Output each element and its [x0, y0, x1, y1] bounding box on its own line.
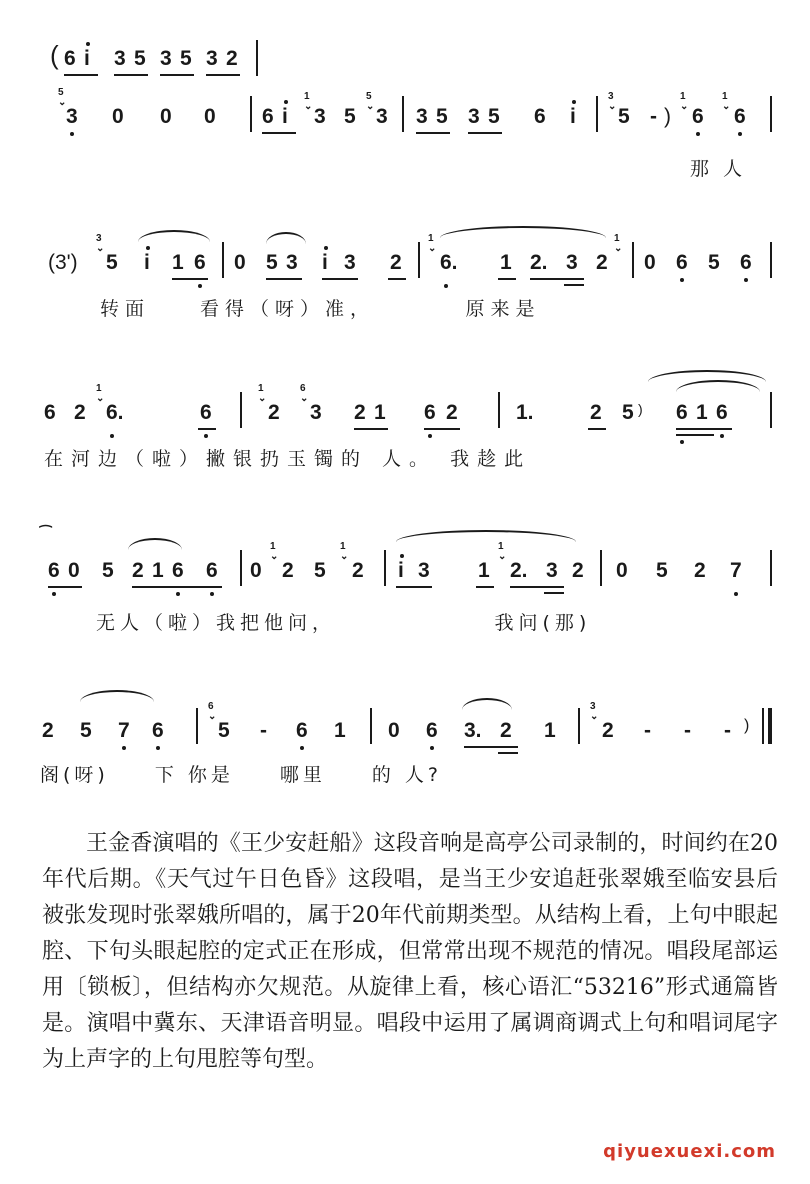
- note: 6: [296, 719, 308, 742]
- underline: [186, 586, 222, 588]
- dot: [122, 746, 126, 750]
- note: 5: [266, 251, 278, 274]
- note: -: [724, 719, 731, 742]
- lyric-line-1: 那人: [690, 158, 757, 180]
- note: 1.: [516, 401, 534, 424]
- grace-note: 1 ⌄: [340, 541, 349, 562]
- note: 0: [204, 105, 216, 128]
- score-line-2: [0, 220, 810, 330]
- note: ): [638, 401, 643, 417]
- note: -: [650, 105, 657, 128]
- note: 2: [42, 719, 54, 742]
- note: 1: [374, 401, 386, 424]
- watermark-text: qiyuexuexi.com: [603, 1141, 776, 1162]
- note: 5: [80, 719, 92, 742]
- note: 6: [676, 401, 688, 424]
- score-line-1: [0, 88, 810, 188]
- underline: [676, 434, 714, 436]
- underline: [416, 132, 450, 134]
- lyric-line-3: 在河边（啦）撇银扔玉镯的 人。 我趁此: [44, 448, 532, 470]
- note: 5: [344, 105, 356, 128]
- note: 3: [314, 105, 326, 128]
- bar-line: [498, 392, 500, 428]
- underline: [388, 278, 406, 280]
- slur: [462, 698, 512, 710]
- bar-line: [256, 40, 258, 76]
- dot: [734, 592, 738, 596]
- note: 2: [596, 251, 608, 274]
- note: 5: [622, 401, 634, 424]
- note: 5: [106, 251, 118, 274]
- underline: [588, 428, 606, 430]
- underline: [464, 746, 518, 748]
- underline: [476, 586, 494, 588]
- bar-line: [240, 392, 242, 428]
- underline: [322, 278, 358, 280]
- underline: [198, 428, 216, 430]
- dot: [444, 284, 448, 288]
- note: 5: [180, 47, 192, 70]
- grace-note: 1 ⌄: [498, 541, 507, 562]
- note: 6: [534, 105, 546, 128]
- note: 0: [234, 251, 246, 274]
- underline: [132, 586, 186, 588]
- note: 1: [152, 559, 164, 582]
- slur: [396, 530, 576, 542]
- grace-note: 1 ⌄: [270, 541, 279, 562]
- note: 2: [572, 559, 584, 582]
- dot: [110, 434, 114, 438]
- grace-note: 1 ⌄: [258, 383, 267, 404]
- bar-line: [240, 550, 242, 586]
- dot: [430, 746, 434, 750]
- note: 0: [616, 559, 628, 582]
- note: 3: [286, 251, 298, 274]
- slur: [80, 690, 154, 702]
- dot: [400, 554, 404, 558]
- note: (: [50, 40, 59, 70]
- grace-note: 1 ⌄: [96, 383, 105, 404]
- score-line-4: [0, 520, 810, 640]
- note: 6: [200, 401, 212, 424]
- grace-note: 1 ⌄: [614, 233, 623, 254]
- note: 3: [418, 559, 430, 582]
- note: 6: [716, 401, 728, 424]
- note: 6: [426, 719, 438, 742]
- underline: [64, 74, 98, 76]
- bar-line: [402, 96, 404, 132]
- underline: [114, 74, 148, 76]
- slur: [138, 230, 210, 242]
- note: 1: [478, 559, 490, 582]
- underline: [172, 278, 208, 280]
- note: 3: [114, 47, 126, 70]
- note: i: [282, 105, 288, 128]
- note: 3: [310, 401, 322, 424]
- commentary-paragraph: 王金香演唱的《王少安赶船》这段音响是高亭公司录制的，时间约在20年代后期。《天气过午日色昏》这段唱，是当王少安追赶张翠娥至临安县后被张发现时张翠娥所唱的，属于20年代前期类型。从结构上看，上句中眼起腔、下句头眼起腔的定式正在形成，但常常出现不规范的情况。唱段尾部运用〔锁板〕，但结构亦欠规范。从旋律上看，核心语汇“53216”形式通篇皆是。演唱中冀东、天津语音明显。唱段中运用了属调商调式上句和唱词尾字为上声字的上句甩腔等句型。: [42, 831, 778, 1072]
- note: 5: [218, 719, 230, 742]
- note: 3: [376, 105, 388, 128]
- note: 6: [676, 251, 688, 274]
- note: ): [744, 717, 750, 734]
- note: 2: [446, 401, 458, 424]
- note: 2: [74, 401, 86, 424]
- dot: [198, 284, 202, 288]
- bar-line: [632, 242, 634, 278]
- underline: [564, 284, 584, 286]
- note: 2: [354, 401, 366, 424]
- note: 2: [268, 401, 280, 424]
- dot: [680, 440, 684, 444]
- bar-line: [250, 96, 252, 132]
- dot: [738, 132, 742, 136]
- note: 2: [694, 559, 706, 582]
- note: 5: [708, 251, 720, 274]
- dot: [86, 42, 90, 46]
- dot: [146, 246, 150, 250]
- note: i: [144, 251, 150, 274]
- note: 3: [160, 47, 172, 70]
- dot: [210, 592, 214, 596]
- note: 5: [436, 105, 448, 128]
- underline: [48, 586, 82, 588]
- dot: [284, 100, 288, 104]
- note: i: [398, 559, 404, 582]
- note: 0: [68, 559, 80, 582]
- note: 6: [44, 401, 56, 424]
- note: 6: [206, 559, 218, 582]
- underline: [544, 592, 564, 594]
- lyric-line-5: 阁(呀) 下 你是 哪里 的 人?: [40, 764, 442, 786]
- grace-note: 1 ⌄: [722, 91, 731, 112]
- underline: [396, 586, 432, 588]
- note: i: [322, 251, 328, 274]
- grace-note: 1 ⌄: [304, 91, 313, 112]
- bar-line: [418, 242, 420, 278]
- note: 3: [416, 105, 428, 128]
- bar-line: [770, 242, 772, 278]
- note: 6: [692, 105, 704, 128]
- note: 5: [314, 559, 326, 582]
- bar-line: [222, 242, 224, 278]
- bar-line: [770, 392, 772, 428]
- slur: [128, 538, 182, 550]
- underline: [262, 132, 296, 134]
- note: -: [644, 719, 651, 742]
- grace-note: 6 ⌄: [208, 701, 217, 722]
- underline: [354, 428, 388, 430]
- bar-line: [596, 96, 598, 132]
- note: 0: [112, 105, 124, 128]
- note: 2: [590, 401, 602, 424]
- lyric-line-4: 无人（啦）我把他问， 我问(那): [96, 612, 592, 634]
- note: 0: [388, 719, 400, 742]
- note: 6.: [106, 401, 124, 424]
- grace-note: 3 ⌄: [590, 701, 599, 722]
- bar-line: [370, 708, 372, 744]
- dot: [696, 132, 700, 136]
- bar-line: [384, 550, 386, 586]
- note: 6: [64, 47, 76, 70]
- note: 2: [602, 719, 614, 742]
- note: 3: [206, 47, 218, 70]
- underline: [510, 586, 564, 588]
- note: 1: [544, 719, 556, 742]
- note: 2: [282, 559, 294, 582]
- note: 6: [194, 251, 206, 274]
- grace-note: ⁀: [40, 525, 52, 541]
- note: 7: [118, 719, 130, 742]
- commentary-text: [42, 826, 778, 1078]
- underline: [206, 74, 240, 76]
- underline: [468, 132, 502, 134]
- dot: [70, 132, 74, 136]
- lyric-line-2: 转面 看得（呀）准， 原来是: [100, 298, 541, 320]
- note: 3: [546, 559, 558, 582]
- note: 0: [644, 251, 656, 274]
- note: 6: [262, 105, 274, 128]
- note: 5: [656, 559, 668, 582]
- grace-note: 1 ⌄: [428, 233, 437, 254]
- dot: [204, 434, 208, 438]
- grace-note: 5 ⌄: [58, 87, 67, 108]
- dot: [324, 246, 328, 250]
- note: 2: [132, 559, 144, 582]
- note: 5: [488, 105, 500, 128]
- note: 2: [352, 559, 364, 582]
- bar-line: [196, 708, 198, 744]
- note: 1: [500, 251, 512, 274]
- dot: [156, 746, 160, 750]
- dot: [300, 746, 304, 750]
- underline: [676, 428, 732, 430]
- underline: [160, 74, 194, 76]
- bar-line: [770, 96, 772, 132]
- final-bar-line-thin: [762, 708, 764, 744]
- note: 3: [566, 251, 578, 274]
- note: 6: [424, 401, 436, 424]
- note: 6: [740, 251, 752, 274]
- dot: [680, 278, 684, 282]
- slur: [440, 226, 606, 238]
- note: 5: [618, 105, 630, 128]
- note: 2.: [510, 559, 528, 582]
- grace-note: 5 ⌄: [366, 91, 375, 112]
- underline: [424, 428, 460, 430]
- dot: [720, 434, 724, 438]
- underline: [498, 278, 516, 280]
- note: 1: [696, 401, 708, 424]
- note: 3: [468, 105, 480, 128]
- note: 2: [390, 251, 402, 274]
- bar-line: [578, 708, 580, 744]
- note: 3: [344, 251, 356, 274]
- dot: [572, 100, 576, 104]
- note: 5: [102, 559, 114, 582]
- site-watermark: [603, 1141, 776, 1162]
- underline: [530, 278, 584, 280]
- note: 6: [172, 559, 184, 582]
- dot: [744, 278, 748, 282]
- bar-line: [600, 550, 602, 586]
- dot: [428, 434, 432, 438]
- underline: [498, 752, 518, 754]
- bar-line: [770, 550, 772, 586]
- final-bar-line-thick: [768, 708, 772, 744]
- note: 1: [172, 251, 184, 274]
- note: 2: [226, 47, 238, 70]
- note: 7: [730, 559, 742, 582]
- note: 3: [66, 105, 78, 128]
- grace-note: 6 ⌄: [300, 383, 309, 404]
- note: 2.: [530, 251, 548, 274]
- note: 6: [152, 719, 164, 742]
- grace-note: 3 ⌄: [608, 91, 617, 112]
- note: (3'): [48, 251, 78, 274]
- score-line-0: [0, 38, 810, 78]
- note: i: [570, 105, 576, 128]
- note: -: [684, 719, 691, 742]
- grace-note: 1 ⌄: [680, 91, 689, 112]
- dot: [176, 592, 180, 596]
- underline: [266, 278, 302, 280]
- note: 0: [250, 559, 262, 582]
- dot: [52, 592, 56, 596]
- note: 6.: [440, 251, 458, 274]
- note: i: [84, 47, 90, 70]
- note: 6: [734, 105, 746, 128]
- note: 6: [48, 559, 60, 582]
- slur: [266, 232, 306, 244]
- note: -: [260, 719, 267, 742]
- note: 0: [160, 105, 172, 128]
- grace-note: 3 ⌄: [96, 233, 105, 254]
- score-line-5: [0, 680, 810, 790]
- score-line-3: [0, 364, 810, 474]
- note: 5: [134, 47, 146, 70]
- note: 3.: [464, 719, 482, 742]
- note: 2: [500, 719, 512, 742]
- note: 1: [334, 719, 346, 742]
- note: ): [664, 105, 671, 128]
